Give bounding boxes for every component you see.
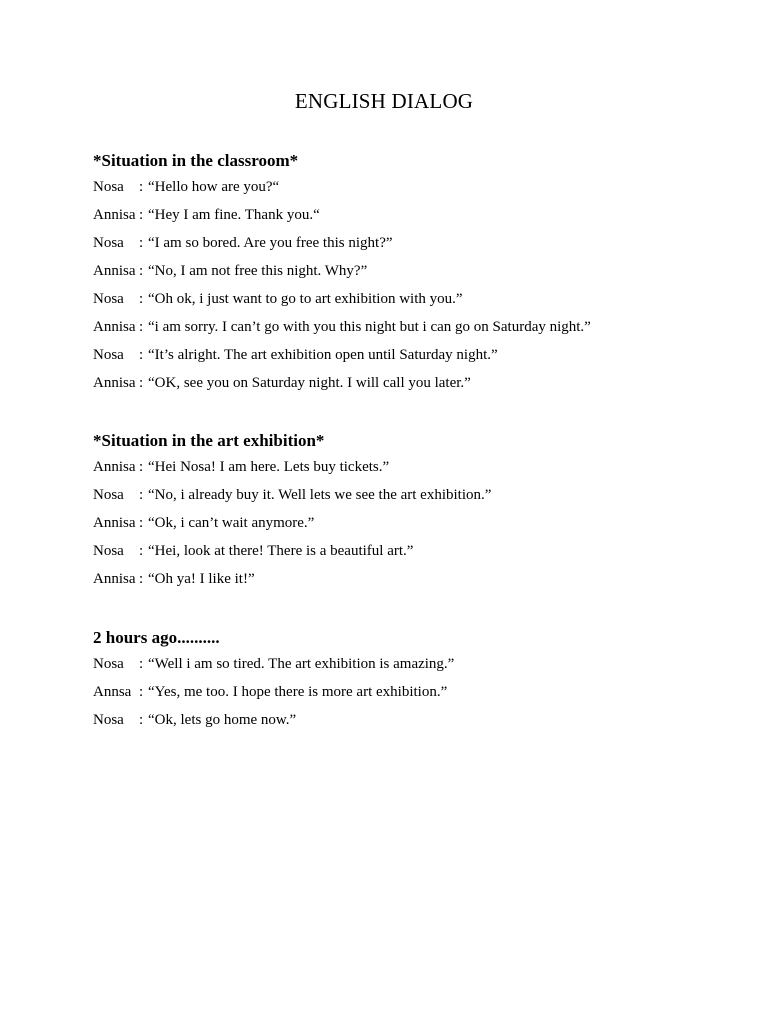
utterance-text: “i am sorry. I can’t go with you this night but i can go on Saturday night.” xyxy=(148,319,591,335)
speaker-name: Annisa xyxy=(93,375,136,391)
dialog-lines xyxy=(93,458,733,598)
section-heading: 2 hours ago.......... xyxy=(93,628,220,647)
section-heading: *Situation in the classroom* xyxy=(93,151,299,170)
utterance-text: “Hello how are you?“ xyxy=(148,179,280,195)
speaker-name: Annisa xyxy=(93,319,136,335)
utterance-text: “I am so bored. Are you free this night?” xyxy=(148,235,393,251)
speaker-colon: : xyxy=(139,207,144,223)
speaker-name: Nosa xyxy=(93,235,124,251)
dialog-line xyxy=(93,655,733,683)
dialog-line xyxy=(93,374,733,402)
speaker-name: Annisa xyxy=(93,515,136,531)
dialog-line xyxy=(93,290,733,318)
utterance-text: “Well i am so tired. The art exhibition is amazing.” xyxy=(148,656,455,672)
speaker-name: Nosa xyxy=(93,656,124,672)
speaker-name: Nosa xyxy=(93,543,124,559)
speaker-name: Annsa xyxy=(93,684,132,700)
speaker-name: Annisa xyxy=(93,207,136,223)
speaker-colon: : xyxy=(139,347,144,363)
utterance-text: “It’s alright. The art exhibition open until Saturday night.” xyxy=(148,347,498,363)
dialog-section-two-hours-ago xyxy=(93,627,733,739)
dialog-line xyxy=(93,234,733,262)
utterance-text: “Oh ya! I like it!” xyxy=(148,571,255,587)
dialog-line xyxy=(93,570,733,598)
utterance-text: “No, I am not free this night. Why?” xyxy=(148,263,368,279)
speaker-colon: : xyxy=(139,487,144,503)
dialog-line xyxy=(93,262,733,290)
speaker-name: Nosa xyxy=(93,712,124,728)
dialog-section-classroom xyxy=(93,150,733,402)
dialog-lines xyxy=(93,178,733,402)
document-title: ENGLISH DIALOG xyxy=(294,89,474,113)
speaker-colon: : xyxy=(139,656,144,672)
dialog-lines xyxy=(93,655,733,739)
speaker-name: Annisa xyxy=(93,263,136,279)
utterance-text: “Hei, look at there! There is a beautiful art.” xyxy=(148,543,414,559)
utterance-text: “Hey I am fine. Thank you.“ xyxy=(148,207,320,223)
speaker-colon: : xyxy=(139,291,144,307)
dialog-line xyxy=(93,458,733,486)
utterance-text: “Yes, me too. I hope there is more art exhibition.” xyxy=(148,684,448,700)
speaker-colon: : xyxy=(139,459,144,475)
speaker-name: Nosa xyxy=(93,487,124,503)
speaker-colon: : xyxy=(139,235,144,251)
utterance-text: “Ok, i can’t wait anymore.” xyxy=(148,515,315,531)
utterance-text: “Ok, lets go home now.” xyxy=(148,712,297,728)
dialog-line xyxy=(93,346,733,374)
speaker-colon: : xyxy=(139,375,144,391)
speaker-name: Annisa xyxy=(93,571,136,587)
dialog-line xyxy=(93,178,733,206)
speaker-colon: : xyxy=(139,515,144,531)
utterance-text: “Oh ok, i just want to go to art exhibition with you.” xyxy=(148,291,463,307)
dialog-line xyxy=(93,486,733,514)
dialog-line xyxy=(93,542,733,570)
speaker-name: Nosa xyxy=(93,291,124,307)
dialog-section-art-exhibition xyxy=(93,430,733,598)
utterance-text: “OK, see you on Saturday night. I will call you later.” xyxy=(148,375,471,391)
speaker-name: Nosa xyxy=(93,347,124,363)
utterance-text: “Hei Nosa! I am here. Lets buy tickets.” xyxy=(148,459,390,475)
dialog-line xyxy=(93,711,733,739)
utterance-text: “No, i already buy it. Well lets we see the art exhibition.” xyxy=(148,487,492,503)
dialog-line xyxy=(93,206,733,234)
speaker-colon: : xyxy=(139,263,144,279)
dialog-line xyxy=(93,514,733,542)
dialog-line xyxy=(93,318,733,346)
speaker-colon: : xyxy=(139,179,144,195)
dialog-line xyxy=(93,683,733,711)
speaker-colon: : xyxy=(139,571,144,587)
speaker-colon: : xyxy=(139,319,144,335)
speaker-colon: : xyxy=(139,712,144,728)
section-heading: *Situation in the art exhibition* xyxy=(93,431,325,450)
speaker-name: Nosa xyxy=(93,179,124,195)
speaker-colon: : xyxy=(139,684,144,700)
speaker-name: Annisa xyxy=(93,459,136,475)
speaker-colon: : xyxy=(139,543,144,559)
